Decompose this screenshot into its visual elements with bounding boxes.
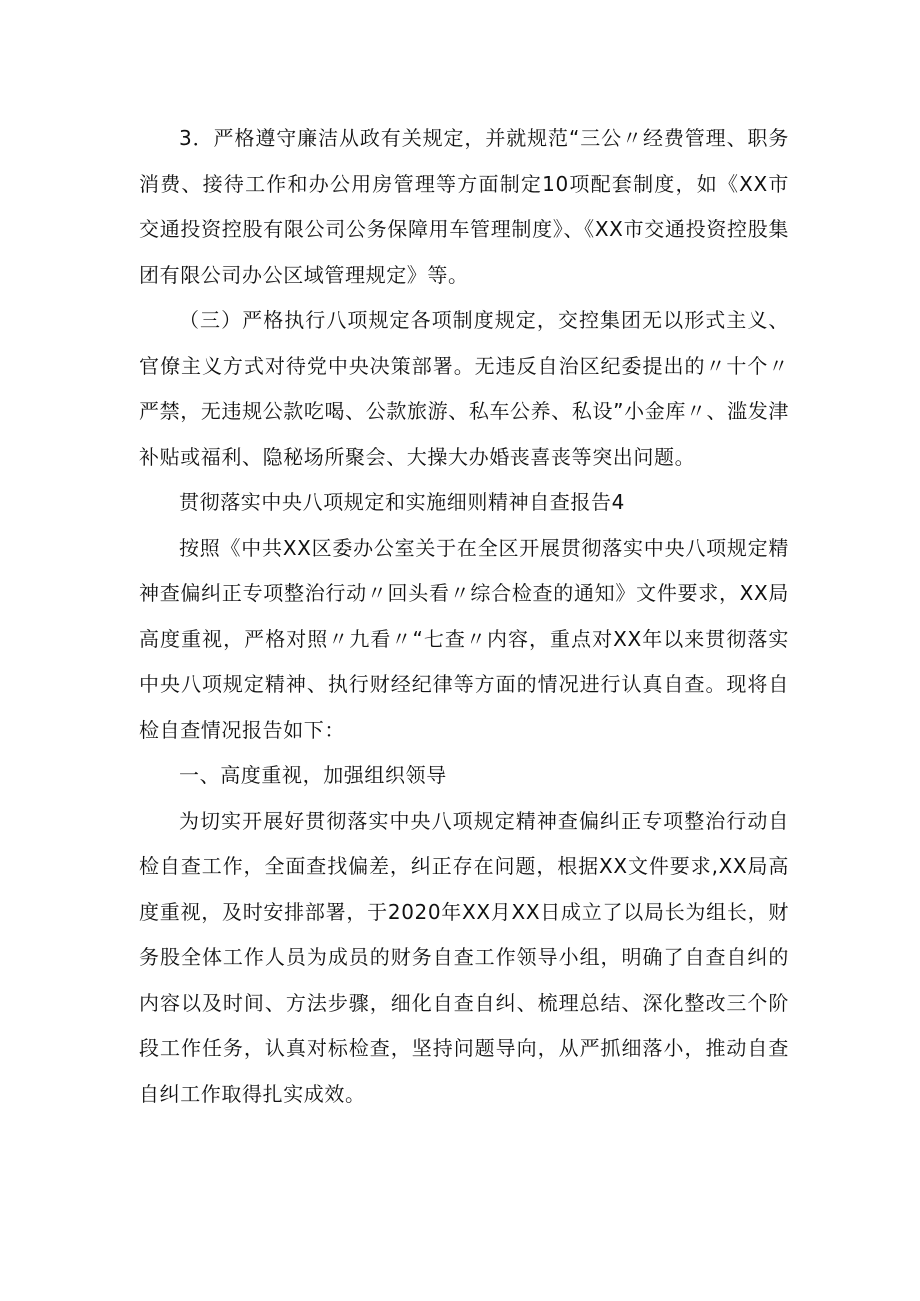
paragraph-section-1-body: 为切实开展好贯彻落实中央八项规定精神查偏纠正专项整治行动自检自查工作，全面查找偏差，纠正存在问题，根据XX文件要求,XX局高度重视，及时安排部署，于2020年XX月XX日成立了以局长为组长，财务股全体工作人员为成员的财务自查工作领导小组，明确了自查自纠的内容以及时间、方法步骤，细化自查自纠、梳理总结、深化整改三个阶段工作任务，认真对标检查，坚持问题导向，从严抓细落小，推动自查自纠工作取得扎实成效。 (139, 808, 789, 1106)
report-title: 贯彻落实中央八项规定和实施细则精神自查报告4 (179, 490, 625, 514)
paragraph-section-3: （三）严格执行八项规定各项制度规定，交控集团无以形式主义、官僚主义方式对待党中央决策部署。无违反自治区纪委提出的〃十个〃严禁，无违规公款吃喝、公款旅游、私车公养、私设”小金库〃、滥发津补贴或福利、隐秘场所聚会、大操大办婚丧喜丧等突出问题。 (139, 308, 789, 469)
document-body (139, 116, 789, 1117)
paragraph-rule-3: 3．严格遵守廉洁从政有关规定，并就规范“三公〃经费管理、职务消费、接待工作和办公用房管理等方面制定10项配套制度，如《XX市交通投资控股有限公司公务保障用车管理制度》、《XX市交通投资控股集团有限公司办公区域管理规定》等。 (139, 126, 789, 287)
section-heading-1: 一、高度重视，加强组织领导 (179, 763, 447, 787)
paragraph-intro: 按照《中共XX区委办公室关于在全区开展贯彻落实中央八项规定精神查偏纠正专项整治行动〃回头看〃综合检查的通知》文件要求，XX局高度重视，严格对照〃九看〃“七查〃内容，重点对XX年以来贯彻落实中央八项规定精神、执行财经纪律等方面的情况进行认真自查。现将自检自查情况报告如下： (139, 535, 789, 742)
